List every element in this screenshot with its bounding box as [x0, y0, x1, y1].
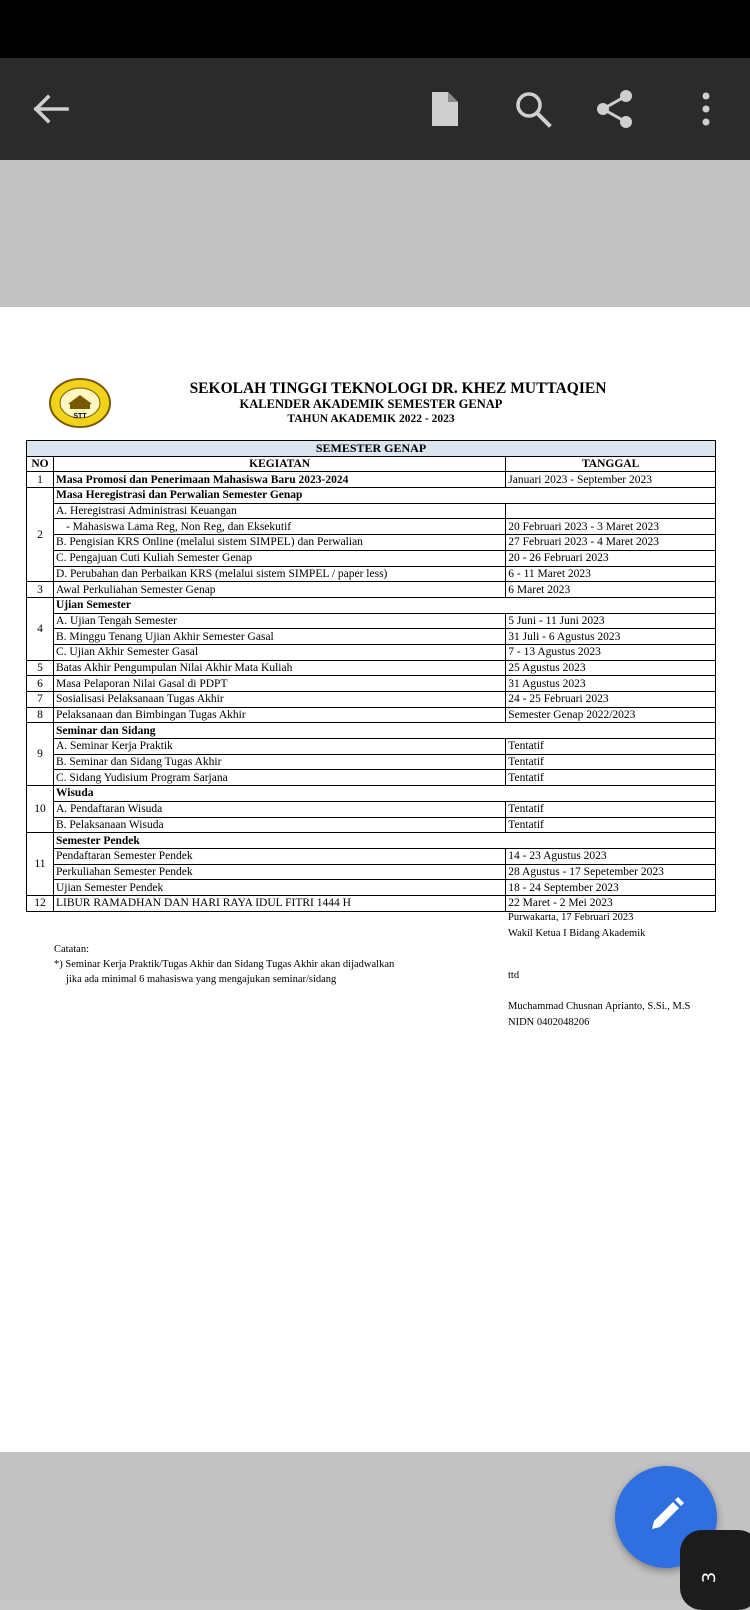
row-tanggal: Tentatif [506, 817, 716, 833]
signature-position: Wakil Ketua I Bidang Akademik [508, 928, 646, 939]
notes-block [54, 942, 394, 987]
row-tanggal: Semester Genap 2022/2023 [506, 707, 716, 723]
row-tanggal: 25 Agustus 2023 [506, 660, 716, 676]
row-tanggal: 28 Agustus - 17 Sepetember 2023 [506, 864, 716, 880]
row-kegiatan: B. Pelaksanaan Wisuda [53, 817, 505, 833]
row-tanggal [506, 503, 716, 519]
table-row [27, 613, 716, 629]
table-row [27, 488, 716, 504]
table-row [27, 739, 716, 755]
table-row [27, 644, 716, 660]
signature-name: Muchammad Chusnan Aprianto, S.Si., M.S [508, 1001, 691, 1012]
row-tanggal: 22 Maret - 2 Mei 2023 [506, 895, 716, 911]
row-tanggal: Tentatif [506, 770, 716, 786]
table-row [27, 895, 716, 911]
row-no: 1 [27, 472, 54, 488]
row-tanggal: Tentatif [506, 754, 716, 770]
row-no: 6 [27, 676, 54, 692]
row-kegiatan: D. Perubahan dan Perbaikan KRS (melalui sistem SIMPEL / paper less) [53, 566, 505, 582]
table-row [27, 597, 716, 613]
row-kegiatan: Pelaksanaan dan Bimbingan Tugas Akhir [53, 707, 505, 723]
document-icon[interactable] [419, 84, 469, 134]
semester-header: SEMESTER GENAP [27, 441, 716, 457]
table-row [27, 582, 716, 598]
status-bar [0, 0, 750, 58]
row-kegiatan: Awal Perkuliahan Semester Genap [53, 582, 505, 598]
row-tanggal: 14 - 23 Agustus 2023 [506, 848, 716, 864]
row-tanggal: 24 - 25 Februari 2023 [506, 692, 716, 708]
row-heading: Ujian Semester [53, 597, 715, 613]
table-row [27, 692, 716, 708]
table-row [27, 550, 716, 566]
row-tanggal: 20 Februari 2023 - 3 Maret 2023 [506, 519, 716, 535]
row-tanggal: 20 - 26 Februari 2023 [506, 550, 716, 566]
row-tanggal: 27 Februari 2023 - 4 Maret 2023 [506, 535, 716, 551]
col-tanggal-header: TANGGAL [506, 456, 716, 472]
row-kegiatan: LIBUR RAMADHAN DAN HARI RAYA IDUL FITRI 1444 H [53, 895, 505, 911]
table-row [27, 519, 716, 535]
row-no: 11 [27, 833, 54, 896]
edit-pencil-icon [646, 1495, 686, 1539]
calendar-table [26, 440, 716, 912]
row-kegiatan: B. Minggu Tenang Ujian Akhir Semester Gasal [53, 629, 505, 645]
row-tanggal: 31 Juli - 6 Agustus 2023 [506, 629, 716, 645]
table-row [27, 503, 716, 519]
table-row [27, 801, 716, 817]
row-kegiatan: B. Pengisian KRS Online (melalui sistem SIMPEL) dan Perwalian [53, 535, 505, 551]
row-tanggal: Tentatif [506, 739, 716, 755]
row-heading: Seminar dan Sidang [53, 723, 715, 739]
page-number: 3 [699, 1571, 721, 1584]
more-vert-icon[interactable] [681, 84, 731, 134]
notes-line-2: jika ada minimal 6 mahasiswa yang mengajukan seminar/sidang [66, 974, 337, 985]
signature-nidn: NIDN 0402048206 [508, 1017, 590, 1028]
col-kegiatan-header: KEGIATAN [53, 456, 505, 472]
signature-ttd: ttd [508, 970, 520, 981]
signature-place-date: Purwakarta, 17 Februari 2023 [508, 912, 634, 923]
table-row [27, 535, 716, 551]
row-no: 7 [27, 692, 54, 708]
notes-label: Catatan: [54, 944, 89, 955]
table-row [27, 660, 716, 676]
row-tanggal: 31 Agustus 2023 [506, 676, 716, 692]
signature-block [508, 910, 690, 1031]
table-row [27, 754, 716, 770]
table-row [27, 707, 716, 723]
row-kegiatan: C. Pengajuan Cuti Kuliah Semester Genap [53, 550, 505, 566]
row-heading: Masa Heregistrasi dan Perwalian Semester Genap [53, 488, 715, 504]
share-icon[interactable] [590, 84, 640, 134]
table-row [27, 786, 716, 802]
row-kegiatan: A. Ujian Tengah Semester [53, 613, 505, 629]
row-no: 4 [27, 597, 54, 660]
document-page[interactable] [0, 307, 750, 1452]
table-row [27, 723, 716, 739]
row-no: 8 [27, 707, 54, 723]
row-no: 10 [27, 786, 54, 833]
row-kegiatan: Perkuliahan Semester Pendek [53, 864, 505, 880]
row-kegiatan: A. Seminar Kerja Praktik [53, 739, 505, 755]
table-row [27, 864, 716, 880]
table-row [27, 566, 716, 582]
notes-line-1: *) Seminar Kerja Praktik/Tugas Akhir dan Sidang Tugas Akhir akan dijadwalkan [54, 959, 395, 970]
search-icon[interactable] [508, 84, 558, 134]
row-no: 9 [27, 723, 54, 786]
table-row [27, 629, 716, 645]
row-tanggal: 6 - 11 Maret 2023 [506, 566, 716, 582]
row-tanggal: Tentatif [506, 801, 716, 817]
row-heading: Wisuda [53, 786, 715, 802]
table-row [27, 833, 716, 849]
row-kegiatan: Masa Promosi dan Penerimaan Mahasiswa Baru 2023-2024 [53, 472, 505, 488]
row-no: 2 [27, 488, 54, 582]
row-tanggal: Januari 2023 - September 2023 [506, 472, 716, 488]
app-toolbar [0, 58, 750, 160]
row-heading: Semester Pendek [53, 833, 715, 849]
row-kegiatan: A. Heregistrasi Administrasi Keuangan [53, 503, 505, 519]
row-kegiatan: Batas Akhir Pengumpulan Nilai Akhir Mata Kuliah [53, 660, 505, 676]
row-kegiatan: Masa Pelaporan Nilai Gasal di PDPT [53, 676, 505, 692]
row-no: 5 [27, 660, 54, 676]
table-row [27, 817, 716, 833]
arrow-left-icon[interactable] [26, 84, 76, 134]
row-tanggal: 6 Maret 2023 [506, 582, 716, 598]
document-header [26, 380, 716, 427]
row-no: 3 [27, 582, 54, 598]
page-number-indicator [680, 1530, 750, 1610]
row-kegiatan: A. Pendaftaran Wisuda [53, 801, 505, 817]
logo-text: STT [73, 413, 87, 420]
table-row [27, 472, 716, 488]
row-tanggal: 7 - 13 Agustus 2023 [506, 644, 716, 660]
document-title: KALENDER AKADEMIK SEMESTER GENAP [239, 397, 503, 411]
academic-year: TAHUN AKADEMIK 2022 - 2023 [287, 413, 455, 425]
table-row [27, 770, 716, 786]
row-kegiatan: C. Sidang Yudisium Program Sarjana [53, 770, 505, 786]
row-kegiatan: Sosialisasi Pelaksanaan Tugas Akhir [53, 692, 505, 708]
row-kegiatan: Pendaftaran Semester Pendek [53, 848, 505, 864]
row-kegiatan: B. Seminar dan Sidang Tugas Akhir [53, 754, 505, 770]
row-kegiatan: - Mahasiswa Lama Reg, Non Reg, dan Eksekutif [53, 519, 505, 535]
institution-name: SEKOLAH TINGGI TEKNOLOGI DR. KHEZ MUTTAQIEN [189, 380, 607, 397]
col-no-header: NO [27, 456, 54, 472]
row-kegiatan: C. Ujian Akhir Semester Gasal [53, 644, 505, 660]
row-tanggal: 5 Juni - 11 Juni 2023 [506, 613, 716, 629]
table-row [27, 880, 716, 896]
row-tanggal: 18 - 24 September 2023 [506, 880, 716, 896]
row-no: 12 [27, 895, 54, 911]
row-kegiatan: Ujian Semester Pendek [53, 880, 505, 896]
table-row [27, 848, 716, 864]
table-row [27, 676, 716, 692]
